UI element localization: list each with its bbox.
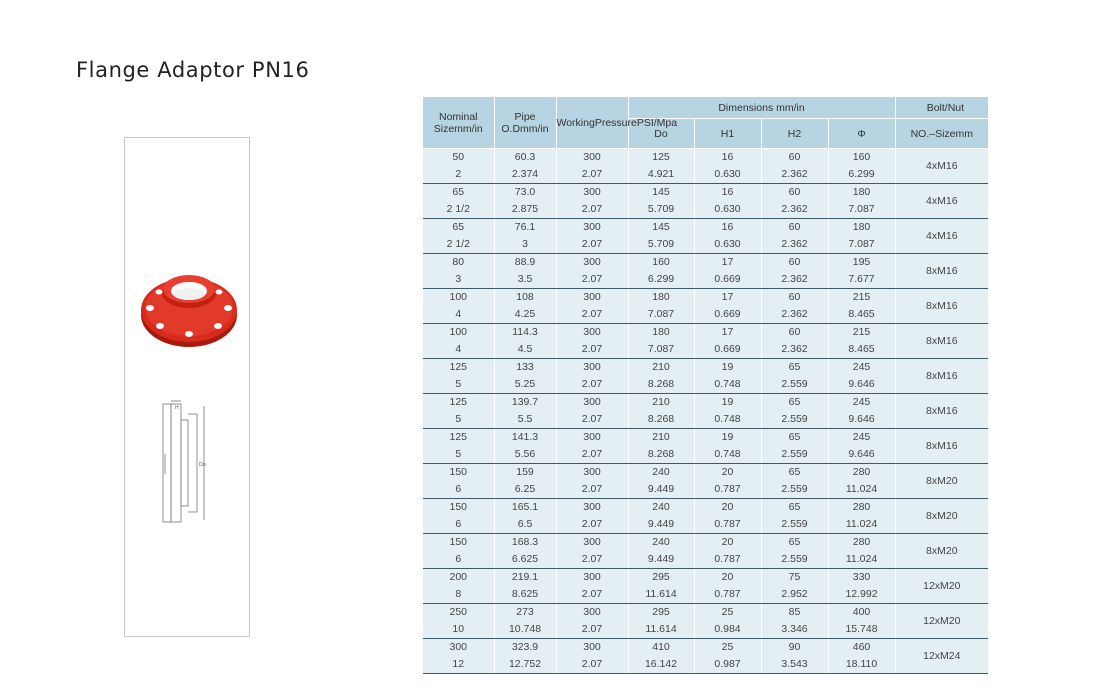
h2-cell: 85 3.346 — [761, 604, 828, 639]
pipe-od-cell: 73.0 2.875 — [494, 184, 556, 219]
phi-cell: 280 11.024 — [828, 499, 895, 534]
table-row — [423, 534, 988, 569]
bolt-nut-cell: 12xM20 — [895, 604, 988, 639]
phi-cell: 280 11.024 — [828, 534, 895, 569]
do-cell: 125 4.921 — [628, 149, 694, 184]
header-dimensions: Dimensions mm/in — [628, 97, 895, 119]
bolt-nut-cell: 4xM16 — [895, 149, 988, 184]
h2-cell: 65 2.559 — [761, 429, 828, 464]
pipe-od-cell: 141.3 5.56 — [494, 429, 556, 464]
table-row — [423, 499, 988, 534]
working-pressure-cell: 300 2.07 — [556, 324, 628, 359]
working-pressure-cell: 300 2.07 — [556, 289, 628, 324]
do-cell: 145 5.709 — [628, 184, 694, 219]
h1-cell: 17 0.669 — [694, 289, 761, 324]
pipe-od-cell: 139.7 5.5 — [494, 394, 556, 429]
flange-drawing — [157, 400, 217, 526]
h1-cell: 25 0.987 — [694, 639, 761, 674]
svg-text:H: H — [175, 405, 179, 411]
pipe-od-cell: 273 10.748 — [494, 604, 556, 639]
pipe-od-cell: 219.1 8.625 — [494, 569, 556, 604]
nominal-size-cell: 125 5 — [423, 394, 494, 429]
phi-cell: 280 11.024 — [828, 464, 895, 499]
working-pressure-cell: 300 2.07 — [556, 499, 628, 534]
do-cell: 210 8.268 — [628, 394, 694, 429]
h2-cell: 65 2.559 — [761, 359, 828, 394]
working-pressure-cell: 300 2.07 — [556, 184, 628, 219]
header-nominal-size: Nominal Sizemm/in — [423, 97, 494, 149]
svg-text:Do: Do — [199, 462, 206, 468]
h1-cell: 20 0.787 — [694, 499, 761, 534]
bolt-nut-cell: 8xM16 — [895, 289, 988, 324]
phi-cell: 195 7.677 — [828, 254, 895, 289]
do-cell: 410 16.142 — [628, 639, 694, 674]
bolt-nut-cell: 8xM20 — [895, 534, 988, 569]
h2-cell: 60 2.362 — [761, 219, 828, 254]
h1-cell: 16 0.630 — [694, 219, 761, 254]
h1-cell: 16 0.630 — [694, 184, 761, 219]
table-row — [423, 394, 988, 429]
do-cell: 295 11.614 — [628, 604, 694, 639]
do-cell: 210 8.268 — [628, 359, 694, 394]
nominal-size-cell: 65 2 1/2 — [423, 184, 494, 219]
h2-cell: 65 2.559 — [761, 499, 828, 534]
working-pressure-cell: 300 2.07 — [556, 604, 628, 639]
working-pressure-cell: 300 2.07 — [556, 569, 628, 604]
do-cell: 240 9.449 — [628, 499, 694, 534]
phi-cell: 180 7.087 — [828, 219, 895, 254]
h2-cell: 90 3.543 — [761, 639, 828, 674]
h1-cell: 25 0.984 — [694, 604, 761, 639]
do-cell: 240 9.449 — [628, 464, 694, 499]
bolt-nut-cell: 8xM20 — [895, 464, 988, 499]
pipe-od-cell: 165.1 6.5 — [494, 499, 556, 534]
h1-cell: 17 0.669 — [694, 254, 761, 289]
pipe-od-cell: 60.3 2.374 — [494, 149, 556, 184]
do-cell: 295 11.614 — [628, 569, 694, 604]
header-bolt-nut: Bolt/Nut — [895, 97, 988, 119]
table-row — [423, 219, 988, 254]
h1-cell: 20 0.787 — [694, 464, 761, 499]
do-cell: 160 6.299 — [628, 254, 694, 289]
bolt-nut-cell: 4xM16 — [895, 184, 988, 219]
nominal-size-cell: 250 10 — [423, 604, 494, 639]
working-pressure-cell: 300 2.07 — [556, 534, 628, 569]
nominal-size-cell: 65 2 1/2 — [423, 219, 494, 254]
h2-cell: 60 2.362 — [761, 184, 828, 219]
h2-cell: 60 2.362 — [761, 254, 828, 289]
spec-table — [423, 97, 988, 674]
table-row — [423, 359, 988, 394]
phi-cell: 245 9.646 — [828, 394, 895, 429]
pipe-od-cell: 159 6.25 — [494, 464, 556, 499]
table-row — [423, 429, 988, 464]
phi-cell: 215 8.465 — [828, 289, 895, 324]
table-row — [423, 289, 988, 324]
bolt-nut-cell: 8xM16 — [895, 429, 988, 464]
flange-photo — [133, 263, 245, 353]
table-row — [423, 184, 988, 219]
h1-cell: 19 0.748 — [694, 359, 761, 394]
header-phi: Φ — [828, 119, 895, 149]
working-pressure-cell: 300 2.07 — [556, 639, 628, 674]
header-no-size: NO.–Sizemm — [895, 119, 988, 149]
h2-cell: 65 2.559 — [761, 394, 828, 429]
pipe-od-cell: 76.1 3 — [494, 219, 556, 254]
phi-cell: 330 12.992 — [828, 569, 895, 604]
bolt-nut-cell: 8xM16 — [895, 394, 988, 429]
phi-cell: 400 15.748 — [828, 604, 895, 639]
working-pressure-cell: 300 2.07 — [556, 254, 628, 289]
header-do: Do — [628, 119, 694, 149]
working-pressure-cell: 300 2.07 — [556, 359, 628, 394]
do-cell: 240 9.449 — [628, 534, 694, 569]
bolt-nut-cell: 8xM20 — [895, 499, 988, 534]
nominal-size-cell: 300 12 — [423, 639, 494, 674]
do-cell: 145 5.709 — [628, 219, 694, 254]
h2-cell: 60 2.362 — [761, 289, 828, 324]
h2-cell: 75 2.952 — [761, 569, 828, 604]
table-row — [423, 604, 988, 639]
bolt-nut-cell: 8xM16 — [895, 359, 988, 394]
working-pressure-cell: 300 2.07 — [556, 464, 628, 499]
working-pressure-cell: 300 2.07 — [556, 429, 628, 464]
bolt-nut-cell: 8xM16 — [895, 254, 988, 289]
h1-cell: 19 0.748 — [694, 429, 761, 464]
nominal-size-cell: 125 5 — [423, 429, 494, 464]
nominal-size-cell: 150 6 — [423, 534, 494, 569]
h1-cell: 20 0.787 — [694, 569, 761, 604]
bolt-nut-cell: 4xM16 — [895, 219, 988, 254]
do-cell: 210 8.268 — [628, 429, 694, 464]
nominal-size-cell: 150 6 — [423, 464, 494, 499]
table-row — [423, 254, 988, 289]
bolt-nut-cell: 12xM20 — [895, 569, 988, 604]
table-row — [423, 569, 988, 604]
nominal-size-cell: 150 6 — [423, 499, 494, 534]
table-row — [423, 464, 988, 499]
h1-cell: 19 0.748 — [694, 394, 761, 429]
page-title: Flange Adaptor PN16 — [76, 58, 310, 82]
phi-cell: 160 6.299 — [828, 149, 895, 184]
h2-cell: 65 2.559 — [761, 464, 828, 499]
working-pressure-cell: 300 2.07 — [556, 394, 628, 429]
nominal-size-cell: 200 8 — [423, 569, 494, 604]
header-h1: H1 — [694, 119, 761, 149]
pipe-od-cell: 114.3 4.5 — [494, 324, 556, 359]
header-h2: H2 — [761, 119, 828, 149]
pipe-od-cell: 108 4.25 — [494, 289, 556, 324]
phi-cell: 245 9.646 — [828, 429, 895, 464]
h1-cell: 16 0.630 — [694, 149, 761, 184]
h1-cell: 20 0.787 — [694, 534, 761, 569]
bolt-nut-cell: 12xM24 — [895, 639, 988, 674]
table-row — [423, 639, 988, 674]
nominal-size-cell: 100 4 — [423, 289, 494, 324]
phi-cell: 245 9.646 — [828, 359, 895, 394]
h2-cell: 60 2.362 — [761, 149, 828, 184]
working-pressure-cell: 300 2.07 — [556, 219, 628, 254]
do-cell: 180 7.087 — [628, 324, 694, 359]
working-pressure-cell: 300 2.07 — [556, 149, 628, 184]
table-row — [423, 324, 988, 359]
header-pipe-od: Pipe O.Dmm/in — [494, 97, 556, 149]
pipe-od-cell: 168.3 6.625 — [494, 534, 556, 569]
product-image-panel — [124, 137, 250, 637]
phi-cell: 215 8.465 — [828, 324, 895, 359]
pipe-od-cell: 133 5.25 — [494, 359, 556, 394]
h1-cell: 17 0.669 — [694, 324, 761, 359]
nominal-size-cell: 100 4 — [423, 324, 494, 359]
phi-cell: 460 18.110 — [828, 639, 895, 674]
pipe-od-cell: 88.9 3.5 — [494, 254, 556, 289]
table-row — [423, 149, 988, 184]
phi-cell: 180 7.087 — [828, 184, 895, 219]
nominal-size-cell: 125 5 — [423, 359, 494, 394]
h2-cell: 60 2.362 — [761, 324, 828, 359]
nominal-size-cell: 80 3 — [423, 254, 494, 289]
do-cell: 180 7.087 — [628, 289, 694, 324]
header-working-pressure: WorkingPressurePSI/Mpa — [556, 97, 628, 149]
pipe-od-cell: 323.9 12.752 — [494, 639, 556, 674]
bolt-nut-cell: 8xM16 — [895, 324, 988, 359]
nominal-size-cell: 50 2 — [423, 149, 494, 184]
h2-cell: 65 2.559 — [761, 534, 828, 569]
